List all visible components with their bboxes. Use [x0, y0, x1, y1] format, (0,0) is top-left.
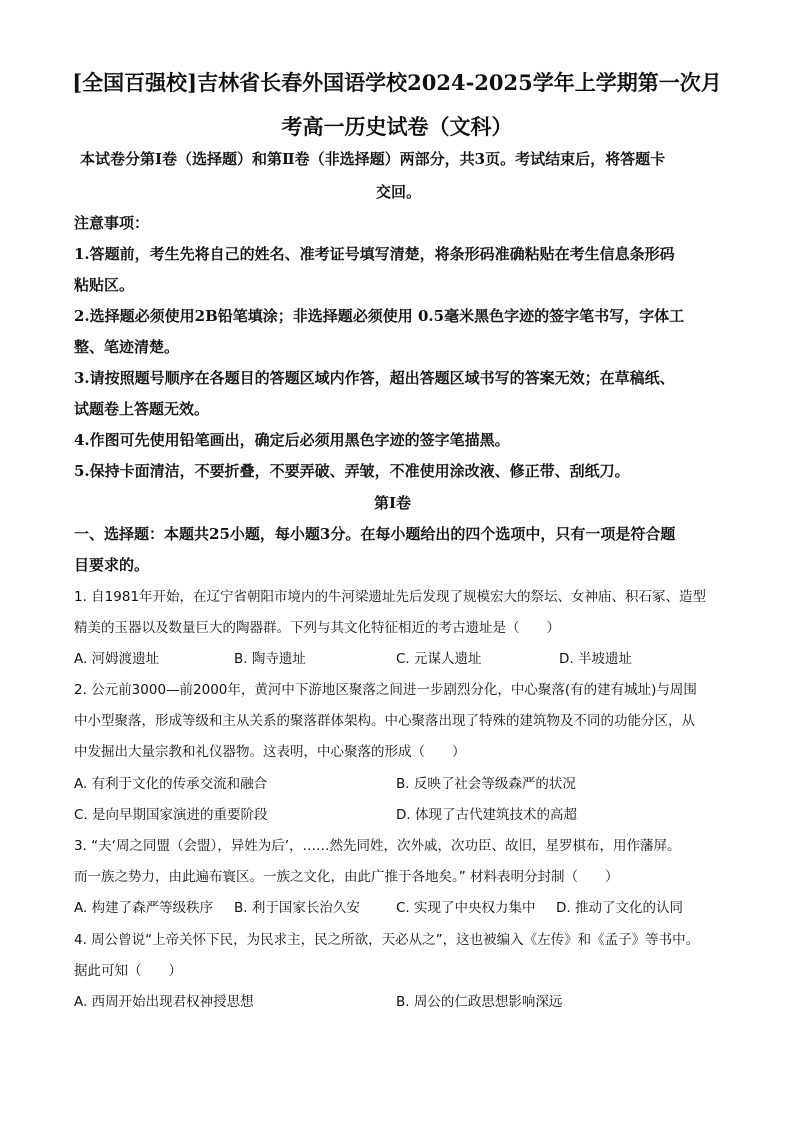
notice-item-2-line-1: 2.选择题必须使用2B铅笔填涂；非选择题必须使用 0.5毫米黑色字迹的签字笔书写，字体工 [74, 307, 685, 325]
question-1-option-a: A. 河姆渡遗址 [74, 651, 160, 667]
question-2-option-a: A. 有利于文化的传承交流和融合 [74, 776, 268, 792]
question-2-option-c: C. 是向早期国家演进的重要阶段 [74, 807, 268, 823]
notice-item-3-line-1: 3.请按照题号顺序在各题目的答题区域内作答，超出答题区域书写的答案无效；在草稿纸、 [74, 369, 675, 387]
question-4-option-a: A. 西周开始出现君权神授思想 [74, 994, 254, 1010]
notice-heading: 注意事项： [74, 214, 150, 232]
question-2-line-2: 中小型聚落，形成等级和主从关系的聚落群体架构。中心聚落出现了特殊的建筑物及不同的功能分区，从 [74, 713, 695, 729]
notice-item-4: 4.作图可先使用铅笔画出，确定后必须用黑色字迹的签字笔描黑。 [74, 431, 510, 449]
question-3-option-c: C. 实现了中央权力集中 [396, 900, 536, 916]
question-1-option-d: D. 半坡遗址 [559, 651, 632, 667]
question-2-line-3: 中发掘出大量宗教和礼仪器物。这表明，中心聚落的形成（ ） [74, 744, 466, 760]
question-3-option-d: D. 推动了文化的认同 [556, 900, 683, 916]
question-3-option-b: B. 利于国家长治久安 [234, 900, 360, 916]
question-4-option-b: B. 周公的仁政思想影响深远 [396, 994, 563, 1010]
question-1-line-2: 精美的玉器以及数量巨大的陶器群。下列与其文化特征相近的考古遗址是（ ） [74, 620, 560, 636]
section-instruction-line-1: 一、选择题：本题共25小题，每小题3分。在每小题给出的四个选项中，只有一项是符合题 [74, 525, 676, 543]
question-4-line-2: 据此可知（ ） [74, 963, 182, 979]
notice-item-3-line-2: 试题卷上答题无效。 [74, 400, 210, 418]
intro-line-1: 本试卷分第Ⅰ卷（选择题）和第Ⅱ卷（非选择题）两部分，共3页。考试结束后，将答题卡 [80, 150, 666, 168]
question-3-line-2: 而一族之势力，由此遍布寰区。一族之文化，由此广推于各地矣。” 材料表明分封制（ ） [74, 869, 619, 885]
question-1-option-b: B. 陶寺遗址 [234, 651, 306, 667]
exam-title-line-1: [全国百强校]吉林省长春外国语学校2024-2025学年上学期第一次月 [72, 70, 722, 95]
question-3-option-a: A. 构建了森严等级秩序 [74, 900, 214, 916]
notice-item-2-line-2: 整、笔迹清楚。 [74, 338, 180, 356]
section-instruction-line-2: 目要求的。 [74, 556, 150, 574]
question-1-line-1: 1. 自1981年开始，在辽宁省朝阳市境内的牛河梁遗址先后发现了规模宏大的祭坛、女神庙、积石冢、造型 [74, 589, 707, 605]
intro-line-2: 交回。 [376, 183, 422, 201]
notice-item-1-line-1: 1.答题前，考生先将自己的姓名、准考证号填写清楚，将条形码准确粘贴在考生信息条形码 [74, 245, 675, 263]
question-2-option-d: D. 体现了古代建筑技术的高超 [396, 807, 577, 823]
question-4-line-1: 4. 周公曾说“上帝关怀下民，为民求主，民之所欲，天必从之”，这也被编入《左传》和《孟子》等书中。 [74, 932, 700, 948]
question-2-line-1: 2. 公元前3000—前2000年，黄河中下游地区聚落之间进一步剧烈分化，中心聚落(有的建有城址)与周围 [74, 682, 697, 698]
question-1-option-c: C. 元谋人遗址 [396, 651, 482, 667]
question-2-option-b: B. 反映了社会等级森严的状况 [396, 776, 576, 792]
notice-item-1-line-2: 粘贴区。 [74, 276, 135, 294]
section-title: 第Ⅰ卷 [374, 494, 412, 512]
exam-title-line-2: 考高一历史试卷（文科） [281, 114, 513, 139]
question-3-line-1: 3. “夫‘周之同盟（会盟），异姓为后’，……然先同姓，次外戚，次功臣、故旧，星罗棋布，用作藩屏。 [74, 838, 681, 854]
notice-item-5: 5.保持卡面清洁，不要折叠，不要弄破、弄皱，不准使用涂改液、修正带、刮纸刀。 [74, 462, 630, 480]
